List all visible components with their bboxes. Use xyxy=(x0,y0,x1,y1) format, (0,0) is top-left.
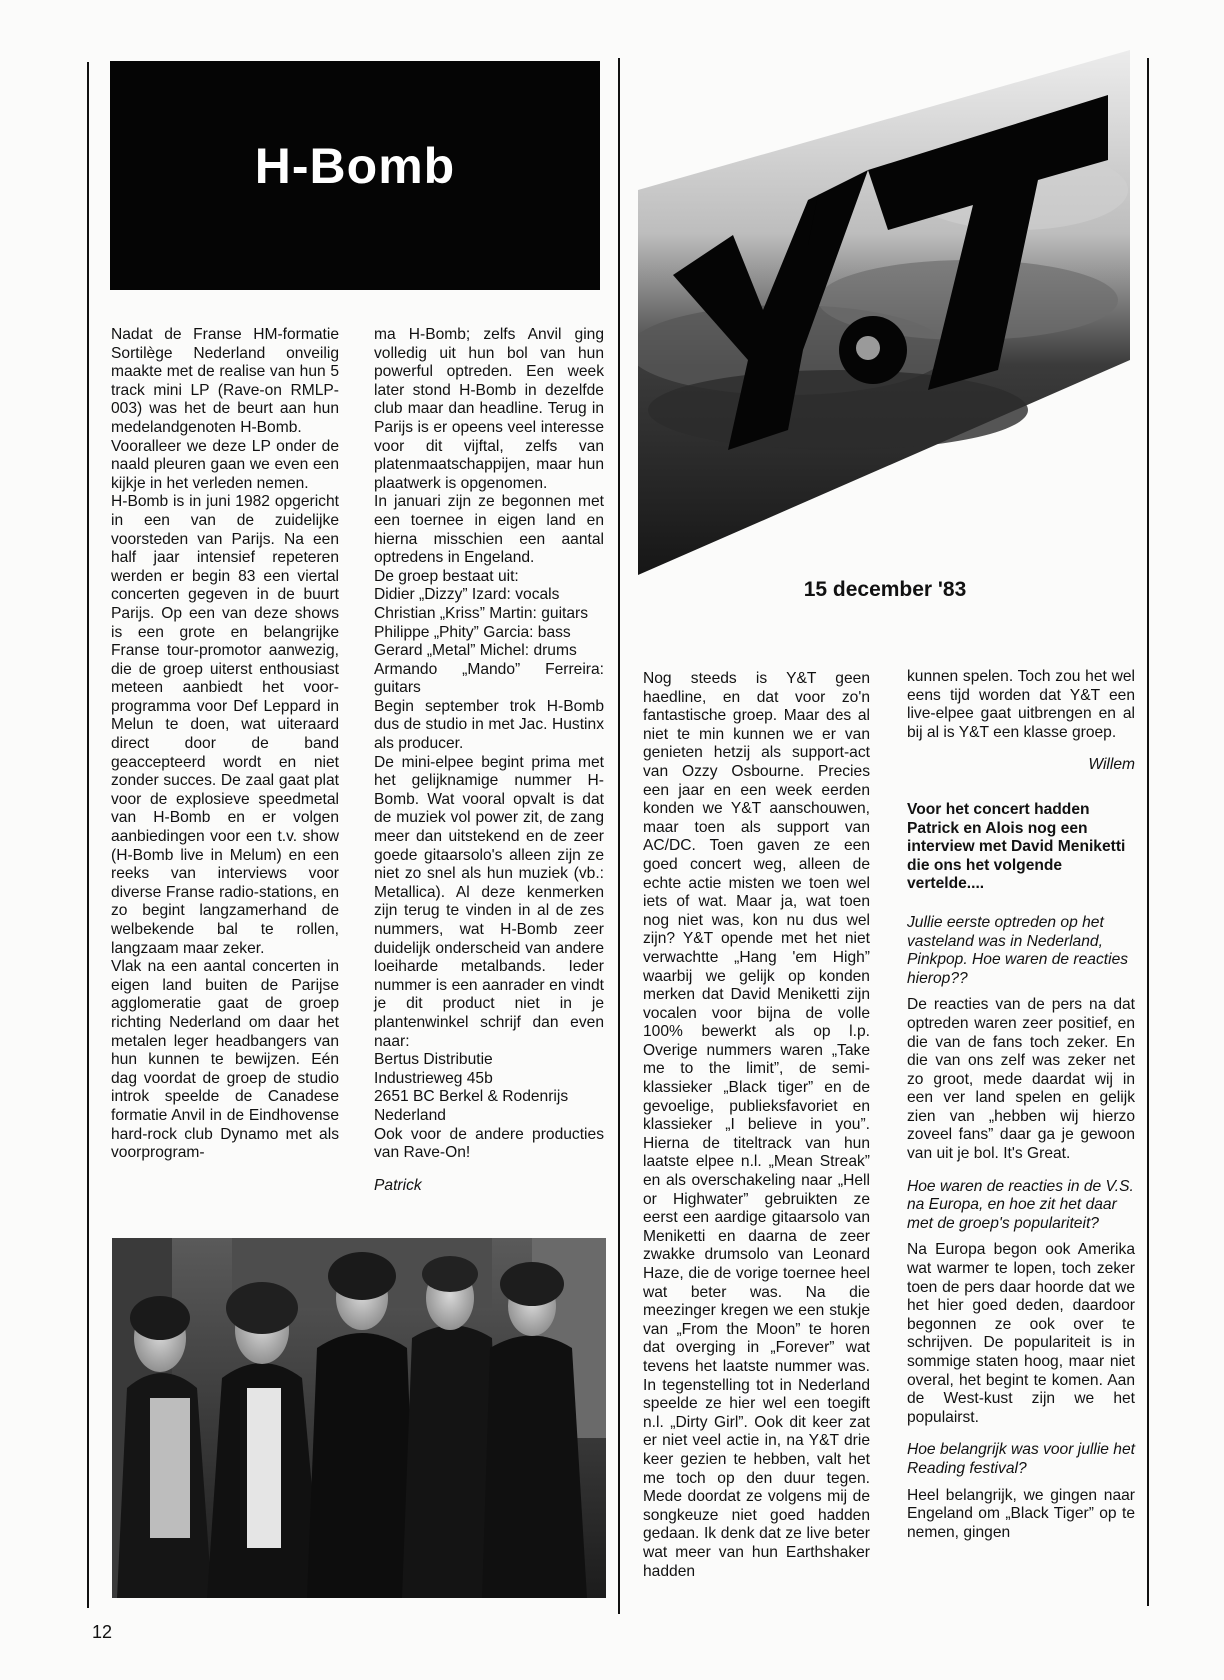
paragraph: Vlak na een aantal concerten in eigen land buiten de Parijse agglomeratie gaat de groep richting Nederland om daar het metalen leger headbangers van hun kunnen te bewijzen. Eén dag voordat de groep de studio introk speelde de Canadese formatie Anvil in de Eindhovense hard-rock club Dynamo met als voorprogram- xyxy=(111,958,339,1162)
center-rule xyxy=(618,58,620,1614)
lineup-item: Christian „Kriss” Martin: guitars xyxy=(374,604,589,622)
yt-author: Willem xyxy=(1088,756,1135,774)
interview-question: Hoe waren de reacties in de V.S. na Europa, en hoe zit het daar met de groep's populariteit? xyxy=(907,1177,1134,1232)
interview-intro: Voor het concert hadden Patrick en Alois nog een interview met David Meniketti die ons het volgende vertelde.... xyxy=(907,800,1126,893)
interview-question: Hoe belangrijk was voor jullie het Reading festival? xyxy=(907,1441,1135,1477)
yt-column-1 xyxy=(643,670,870,1581)
lineup-item: Gerard „Metal” Michel: drums xyxy=(374,642,577,660)
address-line: 2651 BC Berkel & Rodenrijs xyxy=(374,1088,569,1106)
right-rule xyxy=(1147,58,1149,1606)
hbomb-author: Patrick xyxy=(374,1176,422,1194)
paragraph: Nog steeds is Y&T geen haedline, en dat voor zo'n fantastische groep. Maar des al niet te min kunnen we er van genieten hetzij als support-act van Ozzy Osbourne. Precies een jaar en een week eerden konden we Y&T aanschouwen, maar toen als support van AC/DC. Toen gaven ze een goed concert weg, alleen de echte actie misten we toen wel iets of wat. Maar ja, wat toen nog niet was, kon nu dus wel zijn? Y&T opende met het niet verwachtte „Hang 'em High” waarbij we gelijk op konden merken dat David Meniketti zijn vocalen voor bijna de volle 100% bewerkt als op l.p. Overige nummers waren „Take me to the limit”, de semi-klassieker „Black tiger” en de gevoelige, publieksfavoriet en klassieker „I believe in you”. Hierna de titeltrack van hun laatste elpee n.l. „Mean Streak” en als overschakeling naar „Hell or Highwater” gebruikten ze eerst een aardige gitaarsolo van Meniketti en daarna de zeer zwakke drumsolo van Leonard Haze, die de vorige toernee heel wat beter was. Na die meezinger kregen we een stukje van „From the Moon” te horen dat overging in „Forever” wat tevens het laatste nummer was. In tegenstelling tot in Nederland speelde ze hier wel een toegift n.l. „Dirty Girl”. Ook dit keer zat er niet veel actie in, na Y&T drie keer gezien te hebben, valt het me toch op den duur tegen. Mede doordat ze volgens mij de songkeuze niet goed hadden gedaan. Ik denk dat ze live beter wat meer van hun Earthshaker hadden xyxy=(643,670,870,1580)
address-line: Bertus Distributie xyxy=(374,1051,493,1069)
interview-answer: Heel belangrijk, we gingen naar Engeland om „Black Tiger” op te nemen, gingen xyxy=(907,1486,1135,1541)
paragraph: Nadat de Franse HM-formatie Sortilège Nederland onveilig maakte met de realise van hun 5 track mini LP (Rave-on RMLP-003) was het de beurt aan hun medelandgenoten H-Bomb. xyxy=(111,326,339,436)
hbomb-title-banner xyxy=(110,61,600,290)
paragraph: De mini-elpee begint prima met het gelijknamige nummer H-Bomb. Wat vooral opvalt is dat de muziek vol power zit, de zang meer dan uitstekend en de zeer goede gitaarsolo's alleen zijn ze niet zo snel als hun muziek (vb.: Metallica). Al deze kenmerken zijn terug te vinden in al de zes nummers, wat H-Bomb zeer duidelijk onderscheid van andere loeiharde metalbands. Ieder nummer is een aanrader en vindt je dit product niet in je plantenwinkel schrijf dan even naar: xyxy=(374,753,604,1050)
paragraph: In januari zijn ze begonnen met een toernee in eigen land en hierna misschien een aantal optredens in Engeland. xyxy=(374,493,604,567)
address-line: Industrieweg 45b xyxy=(374,1069,493,1087)
interview-question: Jullie eerste optreden op het vasteland was in Nederland, Pinkpop. Hoe waren de reacties hierop?? xyxy=(907,913,1129,987)
band-photo-image xyxy=(112,1238,606,1598)
interview-answer: De reacties van de pers na dat optreden waren zeer positief, en die van de fans toch zeker. En die van ons zelf was zeker net zo groot, mede daardat wij in een ver land spelen en gelijk zien van „hebben wij hierzo zoveel fans” daar ga je gewoon van uit je bol. It's Great. xyxy=(907,996,1135,1163)
paragraph: H-Bomb is in juni 1982 opgericht in een van de zuidelijke voorsteden van Parijs. Na een half jaar intensief repeteren werden er begin 83 een viertal concerten gegeven in de buurt Parijs. Op een van deze shows is een grote en belangrijke Franse tour-promotor aanwezig, die de groep uiterst enthousiast meteen aanbiedt het voor-programma voor Def Leppard in Melun te doen, wat uiteraard direct door de band geaccepteerd wordt en niet zonder succes. De zaal gaat plat voor de explosieve speedmetal van H-Bomb en er volgen aanbiedingen voor een t.v. show (H-Bomb live in Melum) en een reeks van interviews voor diverse Franse radio-stations, en zo begint langzamerhand de welbekende bal te rollen, langzaam maar zeker. xyxy=(111,493,339,957)
paragraph: De groep bestaat uit: xyxy=(374,567,519,585)
hbomb-column-1 xyxy=(111,326,339,1163)
concert-date: 15 december '83 xyxy=(803,578,967,601)
hbomb-title: H-Bomb xyxy=(254,137,456,194)
yt-column-2 xyxy=(907,668,1135,1542)
paragraph: Vooralleer we deze LP onder de naald pleuren gaan we even een kijkje in het verleden nemen. xyxy=(111,437,339,492)
paragraph: Begin september trok H-Bomb dus de studio in met Jac. Hustinx als producer. xyxy=(374,697,604,753)
lineup-item: Armando „Mando” Ferreira: guitars xyxy=(374,660,604,697)
interview-answer: Na Europa begon ook Amerika wat warmer te lopen, toch zeker toen de pers daar hoorde dat we het hier goed deden, daardoor begonnen ze ook over te schrijven. De populariteit is in sommige staten hoog, maar niet overal, het begint te komen. Aan de West-kust zijn we het populairst. xyxy=(907,1241,1135,1426)
left-rule xyxy=(87,62,89,1608)
yt-logo-image xyxy=(638,50,1130,575)
page-number: 12 xyxy=(92,1622,113,1642)
paragraph: ma H-Bomb; zelfs Anvil ging volledig uit hun bol van hun powerful optreden. Een week later stond H-Bomb in dezelfde club maar dan headline. Terug in Parijs is er opeens veel interesse voor dit vijftal, zelfs van platenmaatschappijen, maar hun plaatwerk is opgenomen. xyxy=(374,326,604,492)
paragraph: Ook voor de andere producties van Rave-On! xyxy=(374,1125,604,1162)
lineup-item: Philippe „Phity” Garcia: bass xyxy=(374,623,571,641)
address-line: Nederland xyxy=(374,1106,446,1124)
hbomb-column-2 xyxy=(374,326,604,1195)
lineup-item: Didier „Dizzy” Izard: vocals xyxy=(374,586,560,604)
paragraph: kunnen spelen. Toch zou het wel eens tijd worden dat Y&T een live-elpee gaat uitbrengen en al bij al is Y&T een klasse groep. xyxy=(907,668,1135,741)
band-photo xyxy=(112,1238,606,1598)
yt-logo xyxy=(638,50,1130,575)
